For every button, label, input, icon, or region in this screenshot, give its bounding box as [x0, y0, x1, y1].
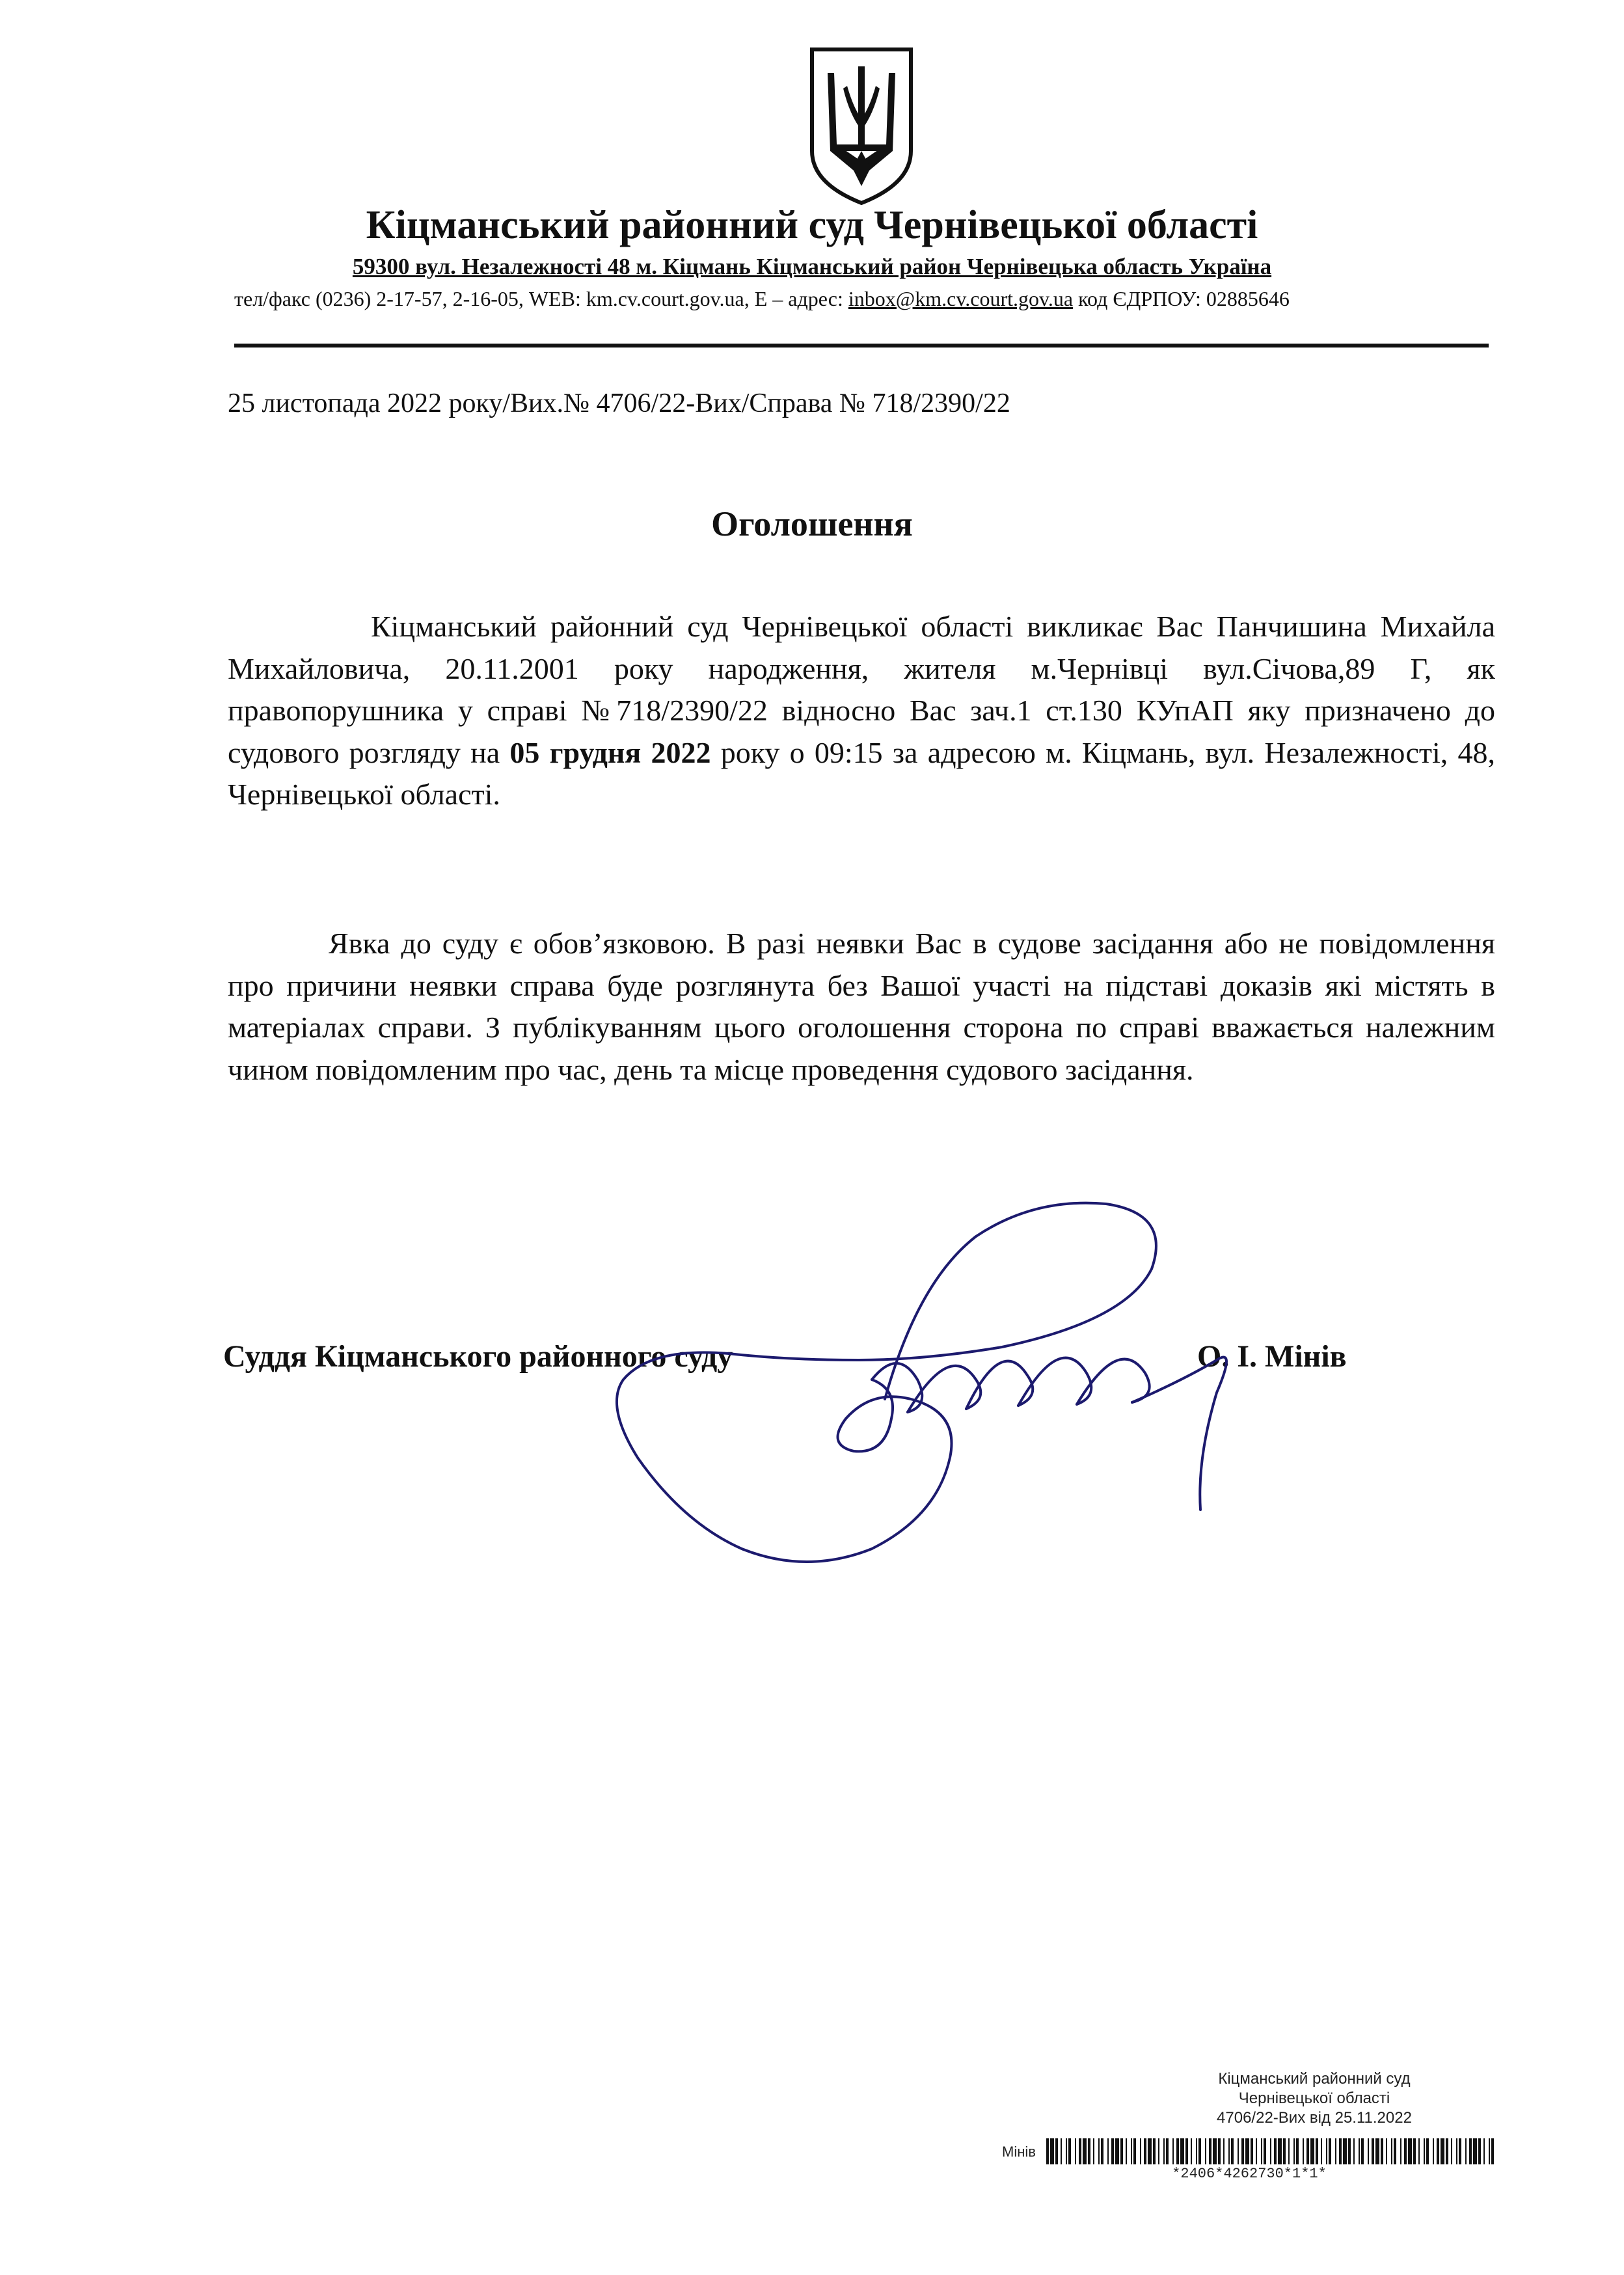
- barcode-bar: [1473, 2138, 1477, 2164]
- stamp-line-3: 4706/22-Вих від 25.11.2022: [1217, 2109, 1412, 2127]
- barcode-bar: [1218, 2138, 1221, 2164]
- barcode-bar: [1489, 2138, 1490, 2164]
- barcode-bar: [1153, 2138, 1156, 2164]
- barcode-bar: [1491, 2138, 1494, 2164]
- barcode-bar: [1288, 2138, 1290, 2164]
- body-paragraph-1: [228, 606, 1495, 816]
- barcode-bar: [1270, 2138, 1271, 2164]
- barcode-bar: [1459, 2138, 1461, 2164]
- barcode-bar: [1353, 2138, 1355, 2164]
- barcode-bar: [1310, 2138, 1314, 2164]
- paragraph-1-text-end: року о 09:15 за адресою м. Кіцмань, вул. Незалежності, 48, Чернівецької області.: [228, 735, 1495, 811]
- court-contacts: [234, 284, 1490, 313]
- barcode-bar: [1316, 2138, 1318, 2164]
- barcode-bar: [1213, 2138, 1217, 2164]
- barcode-bar: [1166, 2138, 1169, 2164]
- barcode-bar: [1228, 2138, 1230, 2164]
- barcode-bar: [1068, 2138, 1071, 2164]
- barcode-bar: [1055, 2138, 1058, 2164]
- barcode-bar: [1483, 2138, 1485, 2164]
- barcode-bar: [1335, 2138, 1336, 2164]
- document-title: Оголошення: [711, 504, 913, 543]
- barcode-bar: [1163, 2138, 1165, 2164]
- barcode-bar: [1111, 2138, 1114, 2164]
- barcode-bar: [1185, 2138, 1188, 2164]
- barcode-bar: [1191, 2138, 1192, 2164]
- barcode-bar: [1264, 2138, 1266, 2164]
- barcode-bar: [1180, 2138, 1184, 2164]
- body-paragraph-2: Явка до суду є обов’язковою. В разі неявки Вас в судове засідання або не повідомлення про причини неявки справа буде розглянута без Вашої участі на підставі доказів які містять в матеріалах справи. З публікуванням цього оголошення сторона по справі вважається належним чином повідомленим про час, день та місце проведення судового засідання.: [228, 927, 1495, 1086]
- barcode-bar: [1093, 2138, 1094, 2164]
- barcode-bar: [1426, 2138, 1429, 2164]
- barcode-bar: [1176, 2138, 1179, 2164]
- barcode-bar: [1198, 2138, 1201, 2164]
- court-address: 59300 вул. Незалежності 48 м. Кіцмань Кіцманський район Чернівецька область Україна: [352, 254, 1272, 279]
- barcode-bar: [1321, 2138, 1322, 2164]
- barcode-bar: [1196, 2138, 1197, 2164]
- barcode-bar: [1251, 2138, 1253, 2164]
- barcode-bar: [1075, 2138, 1076, 2164]
- barcode-bar: [1348, 2138, 1351, 2164]
- barcode-bar: [1375, 2138, 1379, 2164]
- barcode-bar: [1343, 2138, 1347, 2164]
- barcode-bar: [1306, 2138, 1309, 2164]
- barcode-bar: [1451, 2138, 1452, 2164]
- barcode-bar: [1231, 2138, 1234, 2164]
- barcode-bar: [1391, 2138, 1392, 2164]
- barcode-bar: [1408, 2138, 1412, 2164]
- barcode-bar: [1061, 2138, 1062, 2164]
- barcode-bar: [1386, 2138, 1387, 2164]
- court-name-heading: Кіцманський районний суд Чернівецької області: [366, 203, 1258, 247]
- barcode-bar: [1261, 2138, 1262, 2164]
- barcode-bar: [1172, 2138, 1174, 2164]
- barcode-bar: [1465, 2138, 1467, 2164]
- barcode-bar: [1256, 2138, 1257, 2164]
- barcode-bar: [1107, 2138, 1109, 2164]
- barcode-bar: [1400, 2138, 1401, 2164]
- barcode-bar: [1424, 2138, 1425, 2164]
- barcode-bar: [1241, 2138, 1244, 2164]
- reference-line: 25 листопада 2022 року/Вих.№ 4706/22-Вих/Справа № 718/2390/22: [228, 388, 1010, 418]
- barcode-label: Мінів: [1002, 2144, 1036, 2160]
- barcode-bar: [1101, 2138, 1103, 2164]
- barcode-bar: [1418, 2138, 1420, 2164]
- barcode-bar: [1339, 2138, 1342, 2164]
- barcode-bar: [1209, 2138, 1211, 2164]
- barcode-bar: [1303, 2138, 1304, 2164]
- barcode-bar: [1446, 2138, 1448, 2164]
- registration-stamp: [1106, 2069, 1522, 2128]
- barcode-bar: [1278, 2138, 1282, 2164]
- barcode-bar: [1205, 2138, 1206, 2164]
- barcode-bar: [1381, 2138, 1383, 2164]
- barcode-bar: [1274, 2138, 1277, 2164]
- barcode-bar: [1441, 2138, 1444, 2164]
- signature-image: [612, 1184, 1301, 1601]
- barcode-bar: [1372, 2138, 1374, 2164]
- barcode-bar: [1394, 2138, 1396, 2164]
- barcode-bar: [1223, 2138, 1225, 2164]
- barcode-bar: [1131, 2138, 1132, 2164]
- hearing-date: 05 грудня 2022: [509, 735, 711, 769]
- barcode-bar: [1046, 2138, 1049, 2164]
- barcode-bar: [1158, 2138, 1159, 2164]
- barcode-bar: [1296, 2138, 1299, 2164]
- barcode-bar: [1469, 2138, 1472, 2164]
- barcode-bar: [1238, 2138, 1239, 2164]
- barcode-bar: [1404, 2138, 1407, 2164]
- barcode-bar: [1098, 2138, 1100, 2164]
- barcode-bar: [1478, 2138, 1481, 2164]
- barcode-bar: [1050, 2138, 1054, 2164]
- barcode-bar: [1083, 2138, 1087, 2164]
- signature-label: Суддя Кіцманського районного суду: [223, 1339, 733, 1374]
- contacts-prefix: тел/факс (0236) 2-17-57, 2-16-05, WEB: km.cv.court.gov.ua, E – адрес:: [234, 287, 848, 310]
- barcode-bar: [1126, 2138, 1127, 2164]
- barcode-bar: [1088, 2138, 1090, 2164]
- barcode-bar: [1115, 2138, 1119, 2164]
- paragraph-1-text-start: Кіцманський районний суд Чернівецької області викликає Вас Панчишина Михайла Михайловича, 20.11.2001 року народження, жителя м.Чернівці вул.Січова,89 Г, як правопорушника у справі №718/2390/22 відносно Вас зач.1 ст.130 КУпАП яку призначено до судового розгляду на: [228, 610, 1495, 769]
- barcode-bar: [1120, 2138, 1123, 2164]
- barcode-bar: [1133, 2138, 1136, 2164]
- stamp-line-1: Кіцманський районний суд: [1218, 2070, 1411, 2088]
- barcode-bar: [1066, 2138, 1067, 2164]
- barcode-bar: [1456, 2138, 1457, 2164]
- barcode-row: [1002, 2133, 1496, 2185]
- barcode-bar: [1079, 2138, 1081, 2164]
- barcode-bar: [1326, 2138, 1327, 2164]
- barcode-bar: [1437, 2138, 1439, 2164]
- barcode-bar: [1245, 2138, 1249, 2164]
- barcode-icon: [1046, 2138, 1495, 2164]
- barcode-bar: [1283, 2138, 1286, 2164]
- barcode-bar: [1361, 2138, 1364, 2164]
- header-divider: [234, 344, 1489, 347]
- barcode-number: *2406*4262730*1*1*: [1172, 2166, 1327, 2182]
- stamp-line-2: Чернівецької області: [1238, 2090, 1390, 2107]
- barcode-bar: [1329, 2138, 1331, 2164]
- contacts-suffix: код ЄДРПОУ: 02885646: [1073, 287, 1290, 310]
- barcode-bar: [1368, 2138, 1369, 2164]
- barcode-bar: [1413, 2138, 1416, 2164]
- judge-name: О. І. Мінів: [1197, 1339, 1347, 1374]
- barcode-bar: [1433, 2138, 1434, 2164]
- barcode-bar: [1293, 2138, 1295, 2164]
- coat-of-arms-icon: [808, 47, 915, 206]
- email-link[interactable]: inbox@km.cv.court.gov.ua: [848, 287, 1074, 310]
- barcode-bar: [1148, 2138, 1152, 2164]
- barcode-bar: [1140, 2138, 1141, 2164]
- barcode-bar: [1144, 2138, 1146, 2164]
- barcode-bar: [1359, 2138, 1360, 2164]
